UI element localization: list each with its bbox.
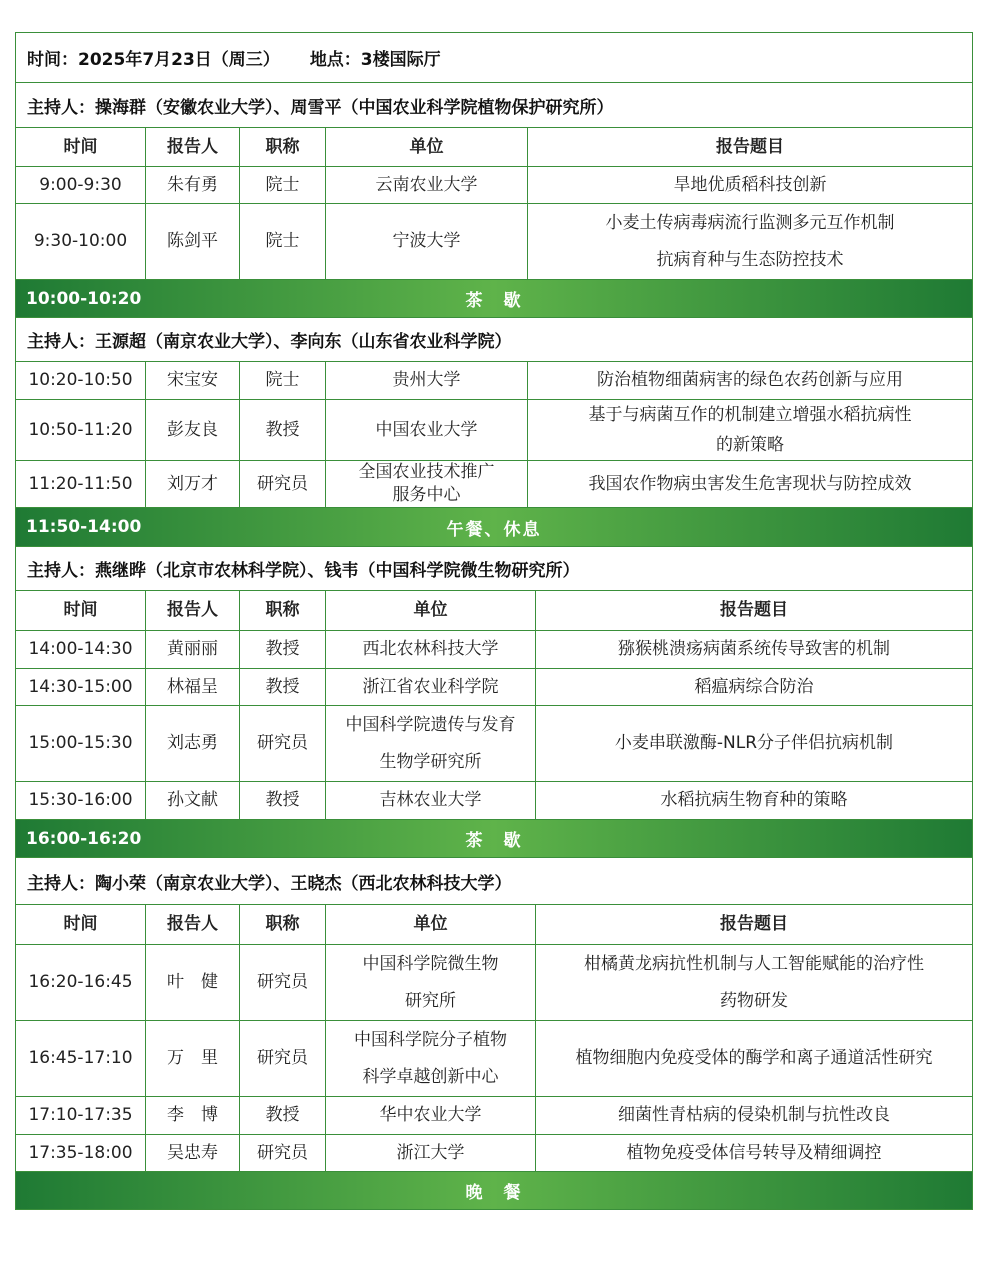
title-lines bbox=[589, 400, 912, 460]
talk-row bbox=[16, 461, 972, 508]
talk-row bbox=[16, 631, 972, 669]
cell-time: 17:35-18:00 bbox=[16, 1135, 146, 1171]
cell-title bbox=[536, 1135, 972, 1171]
unit-line: 浙江省农业科学院 bbox=[362, 676, 499, 697]
cell-speaker: 朱有勇 bbox=[146, 167, 240, 203]
title-line: 药物研发 bbox=[720, 991, 788, 1012]
break-row bbox=[16, 1172, 972, 1209]
title-line: 水稻抗病生物育种的策略 bbox=[660, 790, 848, 811]
unit-line: 中国科学院分子植物 bbox=[354, 1029, 507, 1050]
cell-rank: 院士 bbox=[240, 167, 326, 203]
unit-lines bbox=[380, 782, 482, 819]
host-text: 主持人：王源超（南京农业大学）、李向东（山东省农业科学院） bbox=[27, 332, 512, 352]
cell-rank: 院士 bbox=[240, 362, 326, 399]
title-lines bbox=[576, 1021, 933, 1096]
title-lines bbox=[661, 782, 848, 819]
title-line: 柑橘黄龙病抗性机制与人工智能赋能的治疗性 bbox=[584, 953, 924, 974]
unit-line: 浙江大学 bbox=[396, 1142, 465, 1163]
cell-rank: 研究员 bbox=[240, 945, 326, 1020]
schedule-table bbox=[15, 32, 973, 1210]
cell-unit bbox=[326, 400, 528, 460]
cell-unit bbox=[326, 204, 528, 279]
cell-speaker: 陈剑平 bbox=[146, 204, 240, 279]
unit-line: 贵州大学 bbox=[392, 370, 461, 391]
title-lines bbox=[618, 1097, 890, 1134]
title-lines bbox=[584, 945, 924, 1020]
unit-line: 研究所 bbox=[405, 991, 456, 1012]
cell-title bbox=[536, 631, 972, 668]
cell-time: 10:20-10:50 bbox=[16, 362, 146, 399]
unit-line: 中国农业大学 bbox=[375, 419, 478, 440]
event-time: 时间：2025年7月23日（周三） bbox=[27, 50, 280, 70]
title-line: 小麦串联激酶-NLR分子伴侣抗病机制 bbox=[614, 733, 894, 754]
cell-time: 16:20-16:45 bbox=[16, 945, 146, 1020]
cell-time: 9:00-9:30 bbox=[16, 167, 146, 203]
cell-title bbox=[528, 167, 972, 203]
unit-line: 服务中心 bbox=[392, 485, 461, 506]
title-lines bbox=[674, 167, 827, 203]
header-title: 报告题目 bbox=[720, 914, 788, 935]
cell-speaker: 万 里 bbox=[146, 1021, 240, 1096]
unit-lines bbox=[363, 945, 499, 1020]
unit-lines bbox=[393, 204, 461, 279]
header-rank: 职称 bbox=[240, 128, 326, 166]
unit-line: 科学卓越创新中心 bbox=[362, 1067, 499, 1088]
cell-title bbox=[536, 945, 972, 1020]
break-row bbox=[16, 280, 972, 318]
title-line: 防治植物细菌病害的绿色农药创新与应用 bbox=[597, 370, 903, 391]
unit-lines bbox=[359, 461, 495, 507]
host-text: 主持人：操海群（安徽农业大学）、周雪平（中国农业科学院植物保护研究所） bbox=[27, 97, 614, 118]
unit-line: 中国科学院微生物 bbox=[362, 953, 499, 974]
cell-speaker: 李 博 bbox=[146, 1097, 240, 1134]
header-unit: 单位 bbox=[326, 905, 536, 944]
title-line: 抗病育种与生态防控技术 bbox=[656, 250, 844, 271]
header-title: 报告题目 bbox=[716, 136, 784, 157]
unit-line: 吉林农业大学 bbox=[379, 790, 482, 811]
unit-line: 华中农业大学 bbox=[379, 1105, 482, 1126]
title-lines bbox=[695, 669, 814, 705]
title-line: 我国农作物病虫害发生危害现状与防控成效 bbox=[588, 473, 912, 494]
header-unit: 单位 bbox=[326, 128, 528, 166]
cell-title bbox=[528, 362, 972, 399]
break-time: 11:50-14:00 bbox=[26, 517, 142, 537]
unit-line: 宁波大学 bbox=[392, 231, 461, 252]
title-line: 旱地优质稻科技创新 bbox=[673, 174, 827, 195]
cell-unit bbox=[326, 1135, 536, 1171]
unit-line: 云南农业大学 bbox=[375, 174, 478, 195]
cell-speaker: 吴忠寿 bbox=[146, 1135, 240, 1171]
cell-rank: 研究员 bbox=[240, 1021, 326, 1096]
talk-row bbox=[16, 945, 972, 1021]
break-row bbox=[16, 508, 972, 547]
cell-time: 16:45-17:10 bbox=[16, 1021, 146, 1096]
break-label: 茶 歇 bbox=[465, 831, 523, 851]
cell-speaker: 叶 健 bbox=[146, 945, 240, 1020]
cell-title bbox=[528, 204, 972, 279]
talk-row bbox=[16, 362, 972, 400]
header-speaker: 报告人 bbox=[146, 905, 240, 944]
cell-unit bbox=[326, 461, 528, 507]
unit-line: 西北农林科技大学 bbox=[362, 639, 499, 660]
talk-row bbox=[16, 782, 972, 820]
title-lines bbox=[606, 204, 895, 279]
cell-time: 17:10-17:35 bbox=[16, 1097, 146, 1134]
talk-row bbox=[16, 669, 972, 706]
unit-lines bbox=[376, 400, 478, 460]
column-header-row bbox=[16, 128, 972, 167]
break-label: 茶 歇 bbox=[465, 291, 523, 311]
break-row bbox=[16, 820, 972, 858]
unit-lines bbox=[376, 167, 478, 203]
cell-rank: 研究员 bbox=[240, 1135, 326, 1171]
cell-unit bbox=[326, 1021, 536, 1096]
cell-speaker: 孙文献 bbox=[146, 782, 240, 819]
cell-speaker: 刘万才 bbox=[146, 461, 240, 507]
cell-unit bbox=[326, 782, 536, 819]
unit-lines bbox=[354, 1021, 507, 1096]
cell-time: 14:00-14:30 bbox=[16, 631, 146, 668]
cell-title bbox=[536, 782, 972, 819]
cell-unit bbox=[326, 167, 528, 203]
header-rank: 职称 bbox=[240, 591, 326, 630]
title-line: 猕猴桃溃疡病菌系统传导致害的机制 bbox=[618, 639, 890, 660]
cell-time: 15:00-15:30 bbox=[16, 706, 146, 781]
break-time: 16:00-16:20 bbox=[26, 828, 142, 849]
cell-speaker: 黄丽丽 bbox=[146, 631, 240, 668]
cell-speaker: 宋宝安 bbox=[146, 362, 240, 399]
talk-row bbox=[16, 167, 972, 204]
cell-title bbox=[528, 400, 972, 460]
header-speaker: 报告人 bbox=[146, 591, 240, 630]
title-lines bbox=[615, 706, 893, 781]
header-rank: 职称 bbox=[240, 905, 326, 944]
unit-line: 中国科学院遗传与发育 bbox=[345, 714, 516, 735]
unit-lines bbox=[363, 631, 499, 668]
unit-lines bbox=[363, 669, 499, 705]
cell-title bbox=[528, 461, 972, 507]
title-line: 稻瘟病综合防治 bbox=[694, 676, 814, 697]
header-time: 时间 bbox=[16, 905, 146, 944]
talk-row bbox=[16, 706, 972, 782]
cell-unit bbox=[326, 1097, 536, 1134]
title-line: 小麦土传病毒病流行监测多元互作机制 bbox=[605, 212, 895, 233]
cell-title bbox=[536, 706, 972, 781]
cell-title bbox=[536, 1097, 972, 1134]
unit-line: 全国农业技术推广 bbox=[358, 462, 495, 483]
cell-speaker: 彭友良 bbox=[146, 400, 240, 460]
host-row bbox=[16, 318, 972, 362]
title-line: 基于与病菌互作的机制建立增强水稻抗病性 bbox=[588, 404, 912, 425]
title-line: 植物免疫受体信号转导及精细调控 bbox=[626, 1142, 882, 1163]
cell-unit bbox=[326, 669, 536, 705]
header-time: 时间 bbox=[16, 128, 146, 166]
header-unit: 单位 bbox=[326, 591, 536, 630]
event-info-row bbox=[16, 33, 972, 83]
header-speaker: 报告人 bbox=[146, 128, 240, 166]
cell-rank: 教授 bbox=[240, 1097, 326, 1134]
cell-rank: 教授 bbox=[240, 782, 326, 819]
cell-time: 14:30-15:00 bbox=[16, 669, 146, 705]
talk-row bbox=[16, 400, 972, 461]
cell-title bbox=[536, 669, 972, 705]
cell-unit bbox=[326, 362, 528, 399]
cell-rank: 教授 bbox=[240, 631, 326, 668]
host-row bbox=[16, 858, 972, 905]
cell-rank: 研究员 bbox=[240, 706, 326, 781]
host-text: 主持人：陶小荣（南京农业大学）、王晓杰（西北农林科技大学） bbox=[27, 873, 512, 894]
talk-row bbox=[16, 204, 972, 280]
cell-speaker: 刘志勇 bbox=[146, 706, 240, 781]
title-lines bbox=[618, 631, 890, 668]
unit-lines bbox=[346, 706, 516, 781]
unit-line: 生物学研究所 bbox=[379, 752, 482, 773]
column-header-row bbox=[16, 591, 972, 631]
cell-unit bbox=[326, 706, 536, 781]
title-line: 的新策略 bbox=[716, 434, 784, 455]
cell-time: 10:50-11:20 bbox=[16, 400, 146, 460]
cell-rank: 研究员 bbox=[240, 461, 326, 507]
column-header-row bbox=[16, 905, 972, 945]
unit-lines bbox=[380, 1097, 482, 1134]
title-line: 植物细胞内免疫受体的酶学和离子通道活性研究 bbox=[575, 1048, 933, 1069]
title-lines bbox=[589, 461, 912, 507]
cell-title bbox=[536, 1021, 972, 1096]
talk-row bbox=[16, 1135, 972, 1172]
cell-rank: 教授 bbox=[240, 400, 326, 460]
cell-time: 11:20-11:50 bbox=[16, 461, 146, 507]
break-label: 晚 餐 bbox=[465, 1183, 523, 1203]
cell-rank: 院士 bbox=[240, 204, 326, 279]
title-lines bbox=[597, 362, 903, 399]
cell-rank: 教授 bbox=[240, 669, 326, 705]
break-time: 10:00-10:20 bbox=[26, 288, 142, 309]
unit-lines bbox=[397, 1135, 465, 1171]
host-text: 主持人：燕继晔（北京市农林科学院）、钱韦（中国科学院微生物研究所） bbox=[27, 561, 580, 581]
header-title: 报告题目 bbox=[720, 600, 788, 621]
title-line: 细菌性青枯病的侵染机制与抗性改良 bbox=[618, 1105, 890, 1126]
cell-time: 9:30-10:00 bbox=[16, 204, 146, 279]
header-time: 时间 bbox=[16, 591, 146, 630]
break-label: 午餐、休息 bbox=[446, 519, 542, 540]
unit-lines bbox=[393, 362, 461, 399]
talk-row bbox=[16, 1097, 972, 1135]
cell-speaker: 林福呈 bbox=[146, 669, 240, 705]
host-row bbox=[16, 83, 972, 128]
cell-unit bbox=[326, 631, 536, 668]
title-lines bbox=[627, 1135, 882, 1171]
talk-row bbox=[16, 1021, 972, 1097]
cell-time: 15:30-16:00 bbox=[16, 782, 146, 819]
host-row bbox=[16, 547, 972, 591]
event-venue: 地点：3楼国际厅 bbox=[309, 50, 441, 70]
cell-unit bbox=[326, 945, 536, 1020]
